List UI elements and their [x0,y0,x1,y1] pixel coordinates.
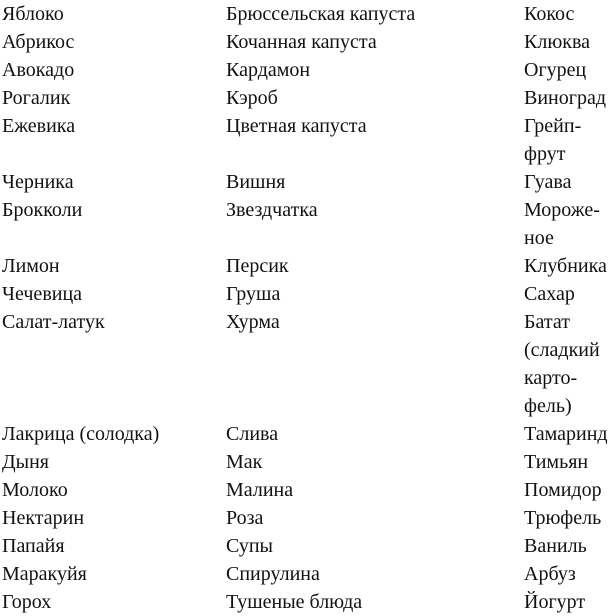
table-cell: Черника [2,171,74,193]
table-cell: Супы [226,535,273,557]
table-cell: Малина [226,479,294,501]
table-cell: Тамаринд [524,423,608,445]
table-cell: Гуава [524,171,572,193]
table-cell: Помидор [524,479,602,501]
table-cell: Кардамон [226,59,311,81]
table-cell: Спирулина [226,563,320,585]
table-cell: Роза [226,507,264,529]
table-row [0,112,610,168]
table-row [0,56,610,84]
table-cell: Вишня [226,171,286,193]
table-row [0,84,610,112]
table-cell: Ежевика [2,115,76,137]
table-cell: Горох [2,591,52,613]
table-row [0,420,610,448]
table-cell: Клубника [524,255,607,277]
table-cell: Дыня [2,451,49,473]
table-cell: Йогурт [524,591,586,613]
table-row [0,448,610,476]
table-row [0,196,610,252]
table-cell: Папайя [2,535,65,557]
table-cell: Кочанная капуста [226,31,377,53]
table-cell: Тимьян [524,451,589,473]
table-cell: Слива [226,423,279,445]
table-cell: Брокколи [2,199,83,221]
table-row [0,504,610,532]
table-cell: Брюссельская капуста [226,3,416,25]
table-row [0,280,610,308]
table-cell: Молоко [2,479,68,501]
table-row [0,476,610,504]
table-row [0,308,610,420]
table-row [0,560,610,588]
table-cell: Сахар [524,283,575,305]
table-cell: Маракуйя [2,563,87,585]
table-cell: Мак [226,451,263,473]
table-cell: Тушеные блюда [226,591,363,613]
table-cell: Огурец [524,59,587,81]
table-cell: Батат (сладкий карто- фель) [524,311,600,417]
table-row [0,532,610,560]
table-row [0,168,610,196]
table-cell: Трюфель [524,507,602,529]
table-cell: Кокос [524,3,575,25]
table-cell: Арбуз [524,563,576,585]
table-cell: Груша [226,283,281,305]
table-cell: Чечевица [2,283,83,305]
table-cell: Авокадо [2,59,75,81]
table-row [0,588,610,616]
table-cell: Абрикос [2,31,75,53]
table-cell: Персик [226,255,289,277]
table-cell: Клюква [524,31,591,53]
table-cell: Ваниль [524,535,587,557]
table-cell: Лимон [2,255,60,277]
table-cell: Мороже- ное [524,199,600,249]
table-cell: Яблоко [2,3,64,25]
table-row [0,28,610,56]
table-cell: Хурма [226,311,280,333]
table-cell: Кэроб [226,87,278,109]
table-cell: Звездчатка [226,199,318,221]
table-cell: Цветная капуста [226,115,367,137]
table-cell: Рогалик [2,87,71,109]
table-row [0,0,610,28]
table-cell: Салат-латук [2,311,105,333]
table-cell: Грейп- фрут [524,115,582,165]
table-cell: Нектарин [2,507,85,529]
table-cell: Виноград [524,87,607,109]
table-cell: Лакрица (солодка) [2,423,160,445]
table-row [0,252,610,280]
